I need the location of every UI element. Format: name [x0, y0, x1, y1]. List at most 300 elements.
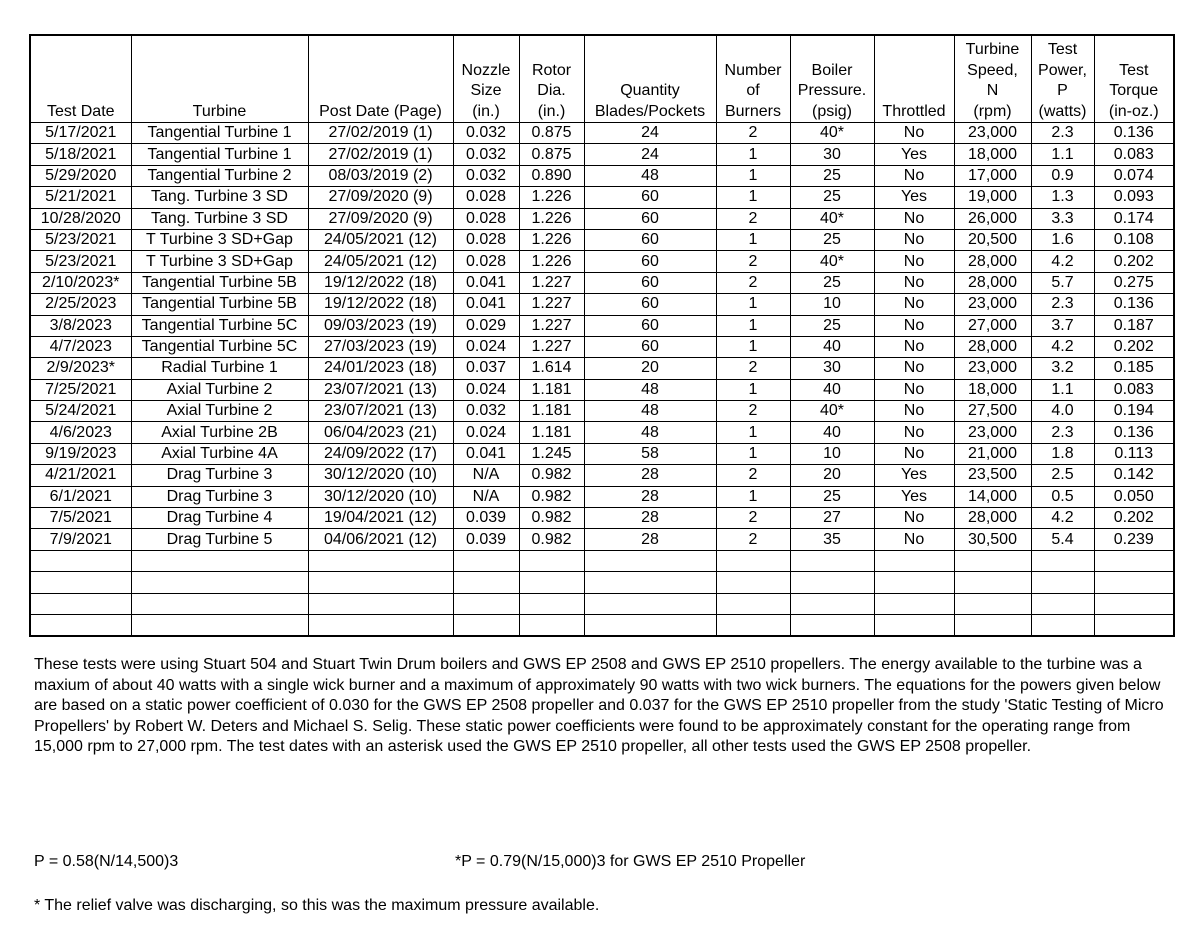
- table-cell: Tang. Turbine 3 SD: [131, 208, 308, 229]
- table-cell: [716, 614, 790, 636]
- table-cell: 0.890: [519, 165, 584, 186]
- table-cell: [519, 572, 584, 593]
- table-cell: [716, 572, 790, 593]
- column-header-line: (psig): [811, 102, 852, 120]
- table-cell: 24/09/2022 (17): [308, 443, 453, 464]
- table-cell: Drag Turbine 3: [131, 486, 308, 507]
- table-cell: 27,500: [954, 401, 1031, 422]
- table-row: [30, 229, 1174, 250]
- table-cell: [308, 572, 453, 593]
- table-cell: 2/10/2023*: [30, 272, 131, 293]
- table-cell: Yes: [874, 486, 954, 507]
- column-header: [790, 35, 874, 123]
- table-cell: 19/12/2022 (18): [308, 272, 453, 293]
- table-cell: 0.028: [453, 251, 519, 272]
- table-cell: 25: [790, 165, 874, 186]
- table-cell: 0.028: [453, 229, 519, 250]
- table-cell: Tangential Turbine 5C: [131, 315, 308, 336]
- column-header-line: Speed,: [967, 61, 1018, 79]
- table-cell: Tangential Turbine 5C: [131, 336, 308, 357]
- table-cell: 28,000: [954, 336, 1031, 357]
- table-cell: 60: [584, 187, 716, 208]
- table-cell: 5/23/2021: [30, 229, 131, 250]
- table-cell: 28,000: [954, 272, 1031, 293]
- table-cell: No: [874, 165, 954, 186]
- table-header-row: [30, 35, 1174, 123]
- table-cell: 1: [716, 379, 790, 400]
- table-cell: No: [874, 529, 954, 550]
- table-cell: Yes: [874, 144, 954, 165]
- table-cell: [584, 614, 716, 636]
- table-cell: 40*: [790, 123, 874, 144]
- table-cell: T Turbine 3 SD+Gap: [131, 229, 308, 250]
- table-cell: Yes: [874, 187, 954, 208]
- table-cell: Drag Turbine 3: [131, 465, 308, 486]
- table-cell: 0.083: [1094, 144, 1174, 165]
- table-cell: 3.2: [1031, 358, 1094, 379]
- table-cell: 0.194: [1094, 401, 1174, 422]
- column-header: [1094, 35, 1174, 123]
- table-cell: 28,000: [954, 508, 1031, 529]
- column-header-line: Turbine: [192, 102, 247, 120]
- table-cell: [30, 550, 131, 571]
- table-cell: 40: [790, 379, 874, 400]
- table-cell: 2: [716, 272, 790, 293]
- table-cell: 24/01/2023 (18): [308, 358, 453, 379]
- column-header: [584, 35, 716, 123]
- table-cell: 0.136: [1094, 422, 1174, 443]
- table-cell: No: [874, 336, 954, 357]
- table-cell: 0.136: [1094, 294, 1174, 315]
- table-cell: 30/12/2020 (10): [308, 486, 453, 507]
- table-cell: [453, 572, 519, 593]
- column-header-line: Pressure.: [797, 82, 867, 99]
- table-cell: 20,500: [954, 229, 1031, 250]
- table-cell: [790, 550, 874, 571]
- table-cell: 27,000: [954, 315, 1031, 336]
- table-cell: 23,000: [954, 422, 1031, 443]
- table-cell: 18,000: [954, 379, 1031, 400]
- table-cell: 10: [790, 294, 874, 315]
- column-header-line: Nozzle: [461, 61, 511, 79]
- table-cell: 0.083: [1094, 379, 1174, 400]
- table-cell: 25: [790, 486, 874, 507]
- table-cell: 60: [584, 251, 716, 272]
- table-cell: N/A: [453, 486, 519, 507]
- table-cell: 60: [584, 336, 716, 357]
- table-row: [30, 336, 1174, 357]
- table-cell: 0.032: [453, 123, 519, 144]
- table-cell: 27: [790, 508, 874, 529]
- table-cell: N/A: [453, 465, 519, 486]
- table-cell: Tangential Turbine 5B: [131, 294, 308, 315]
- table-cell: [131, 614, 308, 636]
- table-cell: 0.074: [1094, 165, 1174, 186]
- table-cell: 35: [790, 529, 874, 550]
- table-cell: [1094, 572, 1174, 593]
- turbine-test-table: [29, 34, 1175, 637]
- table-cell: 24/05/2021 (12): [308, 251, 453, 272]
- table-cell: [30, 572, 131, 593]
- table-cell: 24/05/2021 (12): [308, 229, 453, 250]
- table-cell: [874, 550, 954, 571]
- table-cell: 5.4: [1031, 529, 1094, 550]
- power-formula-2508: P = 0.58(N/14,500)3: [34, 853, 179, 870]
- table-cell: 1.245: [519, 443, 584, 464]
- table-row: [30, 401, 1174, 422]
- table-cell: No: [874, 358, 954, 379]
- table-cell: 0.202: [1094, 508, 1174, 529]
- table-cell: 7/9/2021: [30, 529, 131, 550]
- table-cell: 0.982: [519, 508, 584, 529]
- table-row: [30, 144, 1174, 165]
- table-cell: 04/06/2021 (12): [308, 529, 453, 550]
- table-row: [30, 422, 1174, 443]
- table-cell: Yes: [874, 465, 954, 486]
- table-cell: 28: [584, 508, 716, 529]
- table-cell: [30, 593, 131, 614]
- column-header-line: Turbine: [965, 41, 1020, 58]
- table-row: [30, 358, 1174, 379]
- table-cell: 19/12/2022 (18): [308, 294, 453, 315]
- table-cell: 2: [716, 123, 790, 144]
- table-cell: 1.1: [1031, 379, 1094, 400]
- column-header-line: Rotor: [531, 61, 572, 79]
- table-cell: 0.039: [453, 508, 519, 529]
- table-cell: 48: [584, 379, 716, 400]
- table-cell: 1.181: [519, 379, 584, 400]
- table-cell: 28: [584, 486, 716, 507]
- table-cell: Axial Turbine 2B: [131, 422, 308, 443]
- column-header-line: (rpm): [973, 102, 1012, 120]
- column-header-line: Dia.: [537, 82, 566, 99]
- table-cell: [874, 572, 954, 593]
- table-cell: [584, 550, 716, 571]
- table-cell: 1: [716, 315, 790, 336]
- table-cell: Tangential Turbine 1: [131, 123, 308, 144]
- table-cell: 3.3: [1031, 208, 1094, 229]
- table-cell: 4/7/2023: [30, 336, 131, 357]
- table-cell: 30: [790, 144, 874, 165]
- power-formula-2510: *P = 0.79(N/15,000)3 for GWS EP 2510 Propeller: [455, 853, 806, 870]
- table-cell: 1: [716, 229, 790, 250]
- table-cell: 23/07/2021 (13): [308, 401, 453, 422]
- column-header-line: Throttled: [882, 102, 946, 120]
- table-cell: No: [874, 229, 954, 250]
- table-cell: [1094, 614, 1174, 636]
- table-cell: 14,000: [954, 486, 1031, 507]
- table-cell: 0.187: [1094, 315, 1174, 336]
- table-cell: 0.024: [453, 336, 519, 357]
- table-row: [30, 187, 1174, 208]
- table-cell: [790, 593, 874, 614]
- table-cell: 1.227: [519, 272, 584, 293]
- table-cell: 1: [716, 187, 790, 208]
- table-cell: Axial Turbine 2: [131, 379, 308, 400]
- table-cell: 0.032: [453, 165, 519, 186]
- table-cell: Axial Turbine 2: [131, 401, 308, 422]
- table-cell: 48: [584, 401, 716, 422]
- table-cell: 0.142: [1094, 465, 1174, 486]
- table-cell: 40*: [790, 251, 874, 272]
- table-cell: [954, 550, 1031, 571]
- table-row: [30, 379, 1174, 400]
- table-cell: [716, 550, 790, 571]
- table-cell: 25: [790, 229, 874, 250]
- column-header-line: Blades/Pockets: [594, 102, 706, 120]
- table-cell: 28: [584, 465, 716, 486]
- column-header-line: Test: [1047, 41, 1078, 58]
- table-cell: 9/19/2023: [30, 443, 131, 464]
- table-cell: [1031, 572, 1094, 593]
- table-cell: 0.185: [1094, 358, 1174, 379]
- table-row: [30, 165, 1174, 186]
- column-header: [716, 35, 790, 123]
- table-cell: 27/02/2019 (1): [308, 144, 453, 165]
- table-cell: 60: [584, 315, 716, 336]
- table-cell: 2.5: [1031, 465, 1094, 486]
- table-cell: [308, 550, 453, 571]
- table-cell: 17,000: [954, 165, 1031, 186]
- table-cell: No: [874, 443, 954, 464]
- table-cell: 5/23/2021: [30, 251, 131, 272]
- table-cell: 30/12/2020 (10): [308, 465, 453, 486]
- table-cell: [954, 614, 1031, 636]
- table-cell: 0.202: [1094, 336, 1174, 357]
- column-header-line: Test Date: [46, 102, 115, 120]
- table-cell: 27/03/2023 (19): [308, 336, 453, 357]
- table-cell: 2: [716, 508, 790, 529]
- table-cell: 25: [790, 187, 874, 208]
- table-cell: [30, 614, 131, 636]
- column-header-line: Test: [1119, 61, 1149, 79]
- table-cell: 40: [790, 422, 874, 443]
- table-cell: 27/02/2019 (1): [308, 123, 453, 144]
- table-cell: 20: [584, 358, 716, 379]
- table-cell: 0.028: [453, 208, 519, 229]
- table-cell: No: [874, 272, 954, 293]
- column-header: [519, 35, 584, 123]
- table-cell: 20: [790, 465, 874, 486]
- table-cell: 10: [790, 443, 874, 464]
- table-cell: 1.226: [519, 251, 584, 272]
- table-cell: 2: [716, 208, 790, 229]
- table-row: [30, 294, 1174, 315]
- table-cell: 0.050: [1094, 486, 1174, 507]
- column-header-line: Quantity: [620, 82, 680, 99]
- table-cell: [453, 614, 519, 636]
- table-cell: 28: [584, 529, 716, 550]
- table-cell: 1.227: [519, 336, 584, 357]
- table-cell: 23,000: [954, 123, 1031, 144]
- table-cell: 60: [584, 229, 716, 250]
- table-cell: [790, 614, 874, 636]
- table-cell: T Turbine 3 SD+Gap: [131, 251, 308, 272]
- table-cell: No: [874, 251, 954, 272]
- table-cell: 09/03/2023 (19): [308, 315, 453, 336]
- table-cell: 0.029: [453, 315, 519, 336]
- table-cell: [1031, 550, 1094, 571]
- table-cell: 5/17/2021: [30, 123, 131, 144]
- table-cell: 1.227: [519, 294, 584, 315]
- table-cell: 0.041: [453, 294, 519, 315]
- table-cell: No: [874, 379, 954, 400]
- column-header: [1031, 35, 1094, 123]
- table-cell: [453, 593, 519, 614]
- table-cell: Axial Turbine 4A: [131, 443, 308, 464]
- table-cell: [453, 550, 519, 571]
- table-cell: 23,000: [954, 294, 1031, 315]
- table-row: [30, 593, 1174, 614]
- table-cell: 1.614: [519, 358, 584, 379]
- table-row: [30, 315, 1174, 336]
- table-cell: [790, 572, 874, 593]
- table-cell: 5.7: [1031, 272, 1094, 293]
- table-cell: 1: [716, 294, 790, 315]
- column-header-line: of: [746, 82, 760, 99]
- table-cell: 4.2: [1031, 251, 1094, 272]
- column-header-line: Power,: [1038, 61, 1087, 79]
- table-cell: 25: [790, 315, 874, 336]
- table-cell: 2: [716, 465, 790, 486]
- table-row: [30, 508, 1174, 529]
- table-cell: 0.113: [1094, 443, 1174, 464]
- table-cell: 0.982: [519, 486, 584, 507]
- table-cell: 23,000: [954, 358, 1031, 379]
- table-cell: 5/21/2021: [30, 187, 131, 208]
- table-cell: 0.108: [1094, 229, 1174, 250]
- table-cell: [131, 593, 308, 614]
- column-header: [131, 35, 308, 123]
- table-cell: 24: [584, 144, 716, 165]
- column-header-line: Size: [470, 82, 502, 99]
- column-header: [453, 35, 519, 123]
- table-row: [30, 614, 1174, 636]
- table-cell: 0.875: [519, 123, 584, 144]
- table-cell: 23/07/2021 (13): [308, 379, 453, 400]
- table-cell: 2: [716, 529, 790, 550]
- table-row: [30, 572, 1174, 593]
- table-cell: 3/8/2023: [30, 315, 131, 336]
- table-cell: 0.239: [1094, 529, 1174, 550]
- table-cell: No: [874, 422, 954, 443]
- table-cell: 1.226: [519, 229, 584, 250]
- column-header-line: N: [986, 82, 999, 99]
- test-notes: These tests were using Stuart 504 and Stuart Twin Drum boilers and GWS EP 2508 and GWS EP 2510 propellers. The energy available to the turbine was a maxium of about 40 watts with a single wick burner and a maximum of approximately 90 watts with two wick burners. The equations for the powers given below are based on a static power coefficient of 0.030 for the GWS EP 2508 propeller and 0.037 for the GWS EP 2510 propeller from the study 'Static Testing of Micro Propellers' by Robert W. Deters and Michael S. Selig. These static power coefficients were found to be approximately constant for the operating range from 15,000 rpm to 27,000 rpm. The test dates with an asterisk used the GWS EP 2510 propeller, all other tests used the GWS EP 2508 propeller.: [34, 656, 1164, 755]
- table-cell: No: [874, 401, 954, 422]
- table-cell: 4/21/2021: [30, 465, 131, 486]
- table-row: [30, 123, 1174, 144]
- table-row: [30, 486, 1174, 507]
- table-cell: [308, 614, 453, 636]
- table-cell: 5/18/2021: [30, 144, 131, 165]
- table-cell: 60: [584, 272, 716, 293]
- table-cell: 08/03/2019 (2): [308, 165, 453, 186]
- table-cell: 1.8: [1031, 443, 1094, 464]
- table-cell: [954, 593, 1031, 614]
- table-cell: 19/04/2021 (12): [308, 508, 453, 529]
- table-cell: Tangential Turbine 1: [131, 144, 308, 165]
- table-row: [30, 443, 1174, 464]
- table-cell: 3.7: [1031, 315, 1094, 336]
- table-cell: Tang. Turbine 3 SD: [131, 187, 308, 208]
- table-cell: 1.227: [519, 315, 584, 336]
- table-cell: 0.041: [453, 443, 519, 464]
- table-cell: 4.2: [1031, 508, 1094, 529]
- table-cell: 1.226: [519, 208, 584, 229]
- table-cell: 0.5: [1031, 486, 1094, 507]
- table-cell: 0.202: [1094, 251, 1174, 272]
- table-cell: 7/25/2021: [30, 379, 131, 400]
- table-cell: [584, 572, 716, 593]
- table-cell: 58: [584, 443, 716, 464]
- table-cell: [519, 593, 584, 614]
- table-cell: 40: [790, 336, 874, 357]
- table-cell: 40*: [790, 401, 874, 422]
- table-row: [30, 550, 1174, 571]
- table-cell: 2: [716, 401, 790, 422]
- table-cell: 7/5/2021: [30, 508, 131, 529]
- table-row: [30, 465, 1174, 486]
- relief-valve-footnote: * The relief valve was discharging, so this was the maximum pressure available.: [34, 897, 600, 914]
- column-header-line: (in.): [537, 102, 566, 120]
- table-cell: 19,000: [954, 187, 1031, 208]
- table-cell: 2.3: [1031, 422, 1094, 443]
- table-cell: No: [874, 123, 954, 144]
- table-cell: 1.181: [519, 422, 584, 443]
- table-cell: 27/09/2020 (9): [308, 208, 453, 229]
- table-cell: [1031, 593, 1094, 614]
- table-cell: [1094, 593, 1174, 614]
- table-cell: [874, 614, 954, 636]
- table-cell: Tangential Turbine 2: [131, 165, 308, 186]
- table-cell: 2/25/2023: [30, 294, 131, 315]
- table-cell: 0.032: [453, 401, 519, 422]
- table-cell: 4.0: [1031, 401, 1094, 422]
- column-header: [308, 35, 453, 123]
- column-header-line: Post Date (Page): [319, 102, 442, 120]
- table-cell: [954, 572, 1031, 593]
- table-cell: 48: [584, 165, 716, 186]
- table-cell: Radial Turbine 1: [131, 358, 308, 379]
- table-cell: 60: [584, 294, 716, 315]
- table-cell: No: [874, 294, 954, 315]
- table-cell: 26,000: [954, 208, 1031, 229]
- table-cell: 1.1: [1031, 144, 1094, 165]
- column-header: [30, 35, 131, 123]
- table-cell: 30,500: [954, 529, 1031, 550]
- table-cell: 0.9: [1031, 165, 1094, 186]
- column-header-line: Number: [724, 61, 782, 79]
- table-cell: 10/28/2020: [30, 208, 131, 229]
- table-cell: 6/1/2021: [30, 486, 131, 507]
- table-cell: 2.3: [1031, 123, 1094, 144]
- table-cell: 5/29/2020: [30, 165, 131, 186]
- table-cell: Drag Turbine 5: [131, 529, 308, 550]
- table-cell: 48: [584, 422, 716, 443]
- table-cell: 1.6: [1031, 229, 1094, 250]
- table-cell: 1: [716, 422, 790, 443]
- table-cell: 18,000: [954, 144, 1031, 165]
- table-cell: 0.024: [453, 422, 519, 443]
- table-cell: 27/09/2020 (9): [308, 187, 453, 208]
- table-cell: 21,000: [954, 443, 1031, 464]
- table-cell: 0.032: [453, 144, 519, 165]
- table-cell: 06/04/2023 (21): [308, 422, 453, 443]
- table-cell: [131, 550, 308, 571]
- table-cell: [874, 593, 954, 614]
- table-cell: 5/24/2021: [30, 401, 131, 422]
